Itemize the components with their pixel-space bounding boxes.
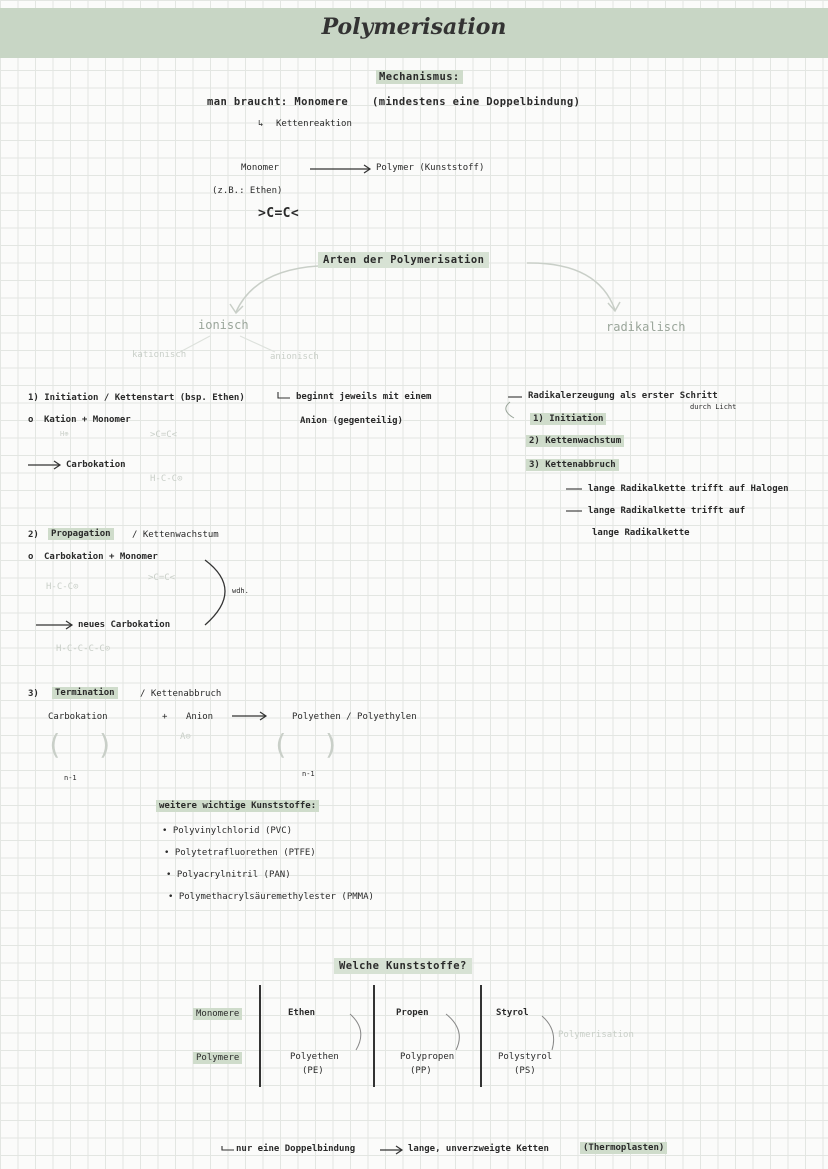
cat-step1-monomer-formula: >C=C<	[150, 430, 178, 440]
c2-polymer: Polypropen	[400, 1052, 455, 1062]
bracket-structure-1: ( )	[46, 728, 114, 761]
footer-part2: lange, unverzweigte Ketten	[408, 1144, 549, 1154]
plastics-item: • Polyacrylnitril (PAN)	[166, 870, 291, 880]
mechanism-need-note: (mindestens eine Doppelbindung)	[372, 96, 581, 108]
cat-step3-title: Termination	[52, 687, 118, 699]
ethene-formula: >C=C<	[258, 206, 300, 221]
radical-detail1: lange Radikalkette trifft auf Halogen	[588, 484, 789, 494]
cat-step2-cation-struct: H-C-C⊙	[46, 582, 79, 592]
cat-step2-monomer-formula: >C=C<	[148, 573, 176, 583]
which-heading: Welche Kunststoffe?	[334, 958, 472, 974]
cat-step3-num: 3)	[28, 689, 39, 699]
radical-step3: 3) Kettenabbruch	[526, 459, 619, 471]
radical-step2: 2) Kettenwachstum	[526, 435, 624, 447]
c3-polymer: Polystyrol	[498, 1052, 553, 1062]
table-divider	[480, 985, 482, 1087]
cat-step3-product: Polyethen / Polyethylen	[292, 712, 417, 722]
c2-monomer: Propen	[396, 1008, 429, 1018]
cat-step2-title: Propagation	[48, 528, 114, 540]
mechanism-example: (z.B.: Ethen)	[212, 186, 283, 196]
bracket-structure-2: ( )	[272, 728, 340, 761]
cat-step2-result: neues Carbokation	[78, 620, 171, 630]
type-radical: radikalisch	[606, 320, 686, 334]
cat-step2-struct: H-C-C-C-C⊙	[56, 644, 111, 654]
mechanism-need: man braucht: Monomere	[207, 96, 349, 108]
cat-step3-plus: +	[162, 712, 168, 722]
table-divider	[373, 985, 375, 1087]
radical-line1: Radikalerzeugung als erster Schritt	[528, 391, 718, 401]
footer-part3: (Thermoplasten)	[580, 1142, 667, 1154]
mechanism-chain: Kettenreaktion	[276, 119, 352, 129]
cat-step3-sub: / Kettenabbruch	[140, 689, 222, 699]
cat-step2-repeat: wdh.	[232, 587, 249, 595]
row-polymer: Polymere	[193, 1052, 242, 1064]
bullet: o	[28, 415, 34, 425]
cat-step1-h: H⊕	[60, 430, 69, 438]
anionic-line2: Anion (gegenteilig)	[300, 416, 403, 426]
cat-step3-anion-symbol: A⊖	[180, 732, 191, 742]
table-divider	[259, 985, 261, 1087]
cat-step1-title: 1) Initiation / Kettenstart (bsp. Ethen)	[28, 393, 245, 403]
type-cationic: kationisch	[132, 350, 187, 360]
cat-step2-sub: / Kettenwachstum	[132, 530, 219, 540]
mechanism-polymer: Polymer (Kunststoff)	[376, 163, 485, 173]
page-title: Polymerisation	[321, 14, 507, 40]
mechanism-heading: Mechanismus:	[376, 70, 463, 84]
cat-step3-anion: Anion	[186, 712, 214, 722]
c3-abbr: (PS)	[514, 1066, 536, 1076]
c3-monomer: Styrol	[496, 1008, 529, 1018]
cat-step3-cation: Carbokation	[48, 712, 108, 722]
cat-step2-num: 2)	[28, 530, 39, 540]
types-heading: Arten der Polymerisation	[318, 252, 489, 268]
radical-step1: 1) Initiation	[530, 413, 606, 425]
plastics-item: • Polymethacrylsäuremethylester (PMMA)	[168, 892, 374, 902]
cat-step2-line: Carbokation + Monomer	[44, 552, 158, 562]
n-index-2: n-1	[302, 770, 315, 778]
mechanism-monomer: Monomer	[241, 163, 279, 173]
c2-abbr: (PP)	[410, 1066, 432, 1076]
plastics-item: • Polyvinylchlorid (PVC)	[162, 826, 293, 836]
n-index-1: n-1	[64, 774, 77, 782]
plastics-item: • Polytetrafluorethen (PTFE)	[164, 848, 316, 858]
type-anionic: anionisch	[270, 352, 319, 362]
row-monomer: Monomere	[193, 1008, 242, 1020]
c1-abbr: (PE)	[302, 1066, 324, 1076]
c1-polymer: Polyethen	[290, 1052, 339, 1062]
plastics-heading: weitere wichtige Kunststoffe:	[156, 800, 319, 812]
c1-monomer: Ethen	[288, 1008, 316, 1018]
radical-line1b: durch Licht	[690, 403, 737, 411]
process-label: Polymerisation	[558, 1030, 634, 1040]
cat-step1-struct: H-C-C⊙	[150, 474, 183, 484]
cat-step1-line: Kation + Monomer	[44, 415, 131, 425]
radical-detail2: lange Radikalkette trifft auf	[588, 506, 746, 516]
cat-step1-result: Carbokation	[66, 460, 126, 470]
anionic-line1: beginnt jeweils mit einem	[296, 392, 432, 402]
bullet: o	[28, 552, 34, 562]
arrow-glyph: ↳	[258, 119, 264, 129]
radical-detail3: lange Radikalkette	[592, 528, 690, 538]
footer-part1: nur eine Doppelbindung	[236, 1144, 356, 1154]
type-ionic: ionisch	[198, 318, 249, 332]
